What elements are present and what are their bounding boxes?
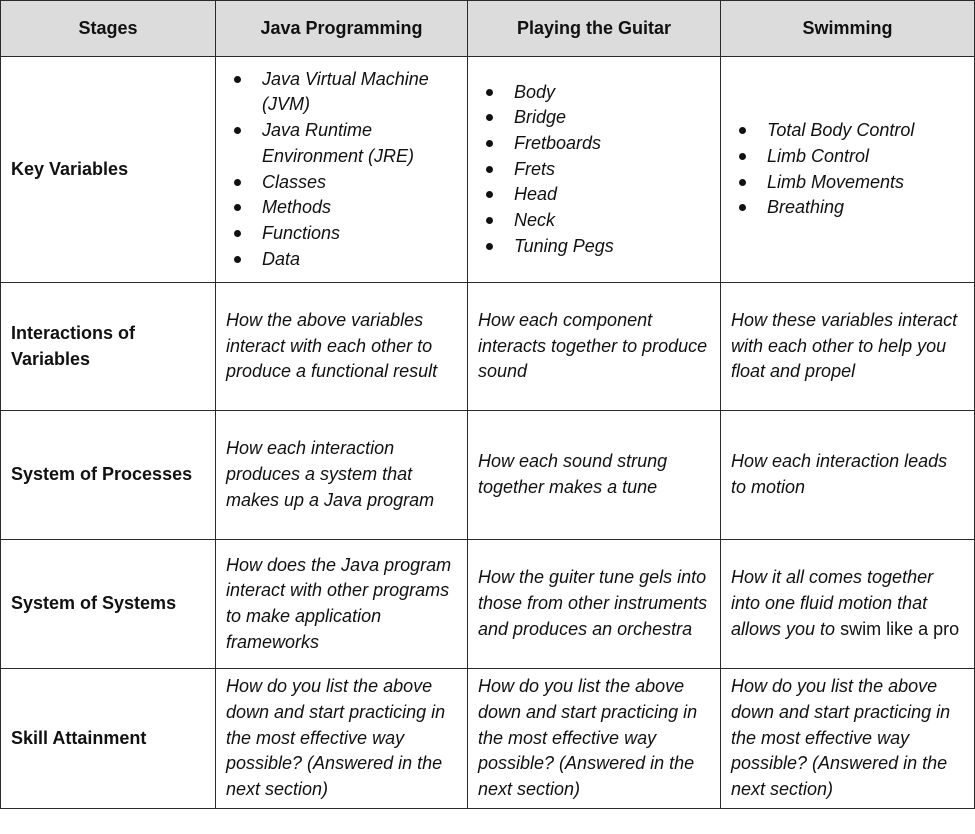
- stage-skill-attainment: Skill Attainment: [1, 669, 216, 809]
- cell-guitar-interactions: How each component interacts together to produce sound: [468, 283, 721, 411]
- list-item: Tuning Pegs: [478, 234, 710, 260]
- cell-java-interactions: How the above variables interact with each other to produce a functional result: [216, 283, 468, 411]
- swimming-variables-list: [731, 118, 964, 221]
- list-item: Limb Control: [731, 144, 964, 170]
- row-system-of-systems: [1, 540, 975, 669]
- stage-system-of-processes: System of Processes: [1, 411, 216, 540]
- swimming-sos-upright-text: swim like a pro: [840, 618, 960, 639]
- list-item: Classes: [226, 170, 457, 196]
- list-item: Neck: [478, 208, 710, 234]
- swimming-sos-italic-text: How it all comes together into one fluid motion that allows you to: [731, 567, 934, 639]
- list-item: Total Body Control: [731, 118, 964, 144]
- guitar-variables-list: [478, 80, 710, 260]
- cell-java-system-of-systems: How does the Java program interact with other programs to make application frameworks: [216, 540, 468, 669]
- list-item: Limb Movements: [731, 170, 964, 196]
- list-item: Functions: [226, 221, 457, 247]
- list-item: Fretboards: [478, 131, 710, 157]
- header-stages: Stages: [1, 1, 216, 57]
- cell-guitar-system-of-systems: How the guiter tune gels into those from other instruments and produces an orchestra: [468, 540, 721, 669]
- list-item: Frets: [478, 157, 710, 183]
- list-item: Java Virtual Machine (JVM): [226, 67, 457, 118]
- row-skill-attainment: [1, 669, 975, 809]
- list-item: Methods: [226, 195, 457, 221]
- cell-swimming-interactions: How these variables interact with each other to help you float and propel: [721, 283, 975, 411]
- cell-java-system-of-processes: How each interaction produces a system that makes up a Java program: [216, 411, 468, 540]
- cell-java-key-variables: [216, 57, 468, 283]
- stage-system-of-systems: System of Systems: [1, 540, 216, 669]
- header-swimming: Swimming: [721, 1, 975, 57]
- row-key-variables: [1, 57, 975, 283]
- stage-key-variables: Key Variables: [1, 57, 216, 283]
- cell-guitar-system-of-processes: How each sound strung together makes a tune: [468, 411, 721, 540]
- cell-guitar-skill-attainment: How do you list the above down and start practicing in the most effective way possible? (Answered in the next section): [468, 669, 721, 809]
- header-java-programming: Java Programming: [216, 1, 468, 57]
- cell-swimming-key-variables: [721, 57, 975, 283]
- list-item: Body: [478, 80, 710, 106]
- stage-interactions-of-variables: Interactions of Variables: [1, 283, 216, 411]
- cell-java-skill-attainment: How do you list the above down and start practicing in the most effective way possible? (Answered in the next section): [216, 669, 468, 809]
- header-playing-guitar: Playing the Guitar: [468, 1, 721, 57]
- cell-swimming-system-of-processes: How each interaction leads to motion: [721, 411, 975, 540]
- cell-swimming-system-of-systems: [721, 540, 975, 669]
- header-row: [1, 1, 975, 57]
- list-item: Head: [478, 182, 710, 208]
- java-variables-list: [226, 67, 457, 273]
- list-item: Java Runtime Environment (JRE): [226, 118, 457, 169]
- list-item: Bridge: [478, 105, 710, 131]
- cell-swimming-skill-attainment: How do you list the above down and start practicing in the most effective way possible? (Answered in the next section): [721, 669, 975, 809]
- cell-guitar-key-variables: [468, 57, 721, 283]
- row-interactions-of-variables: [1, 283, 975, 411]
- list-item: Breathing: [731, 195, 964, 221]
- list-item: Data: [226, 247, 457, 273]
- row-system-of-processes: [1, 411, 975, 540]
